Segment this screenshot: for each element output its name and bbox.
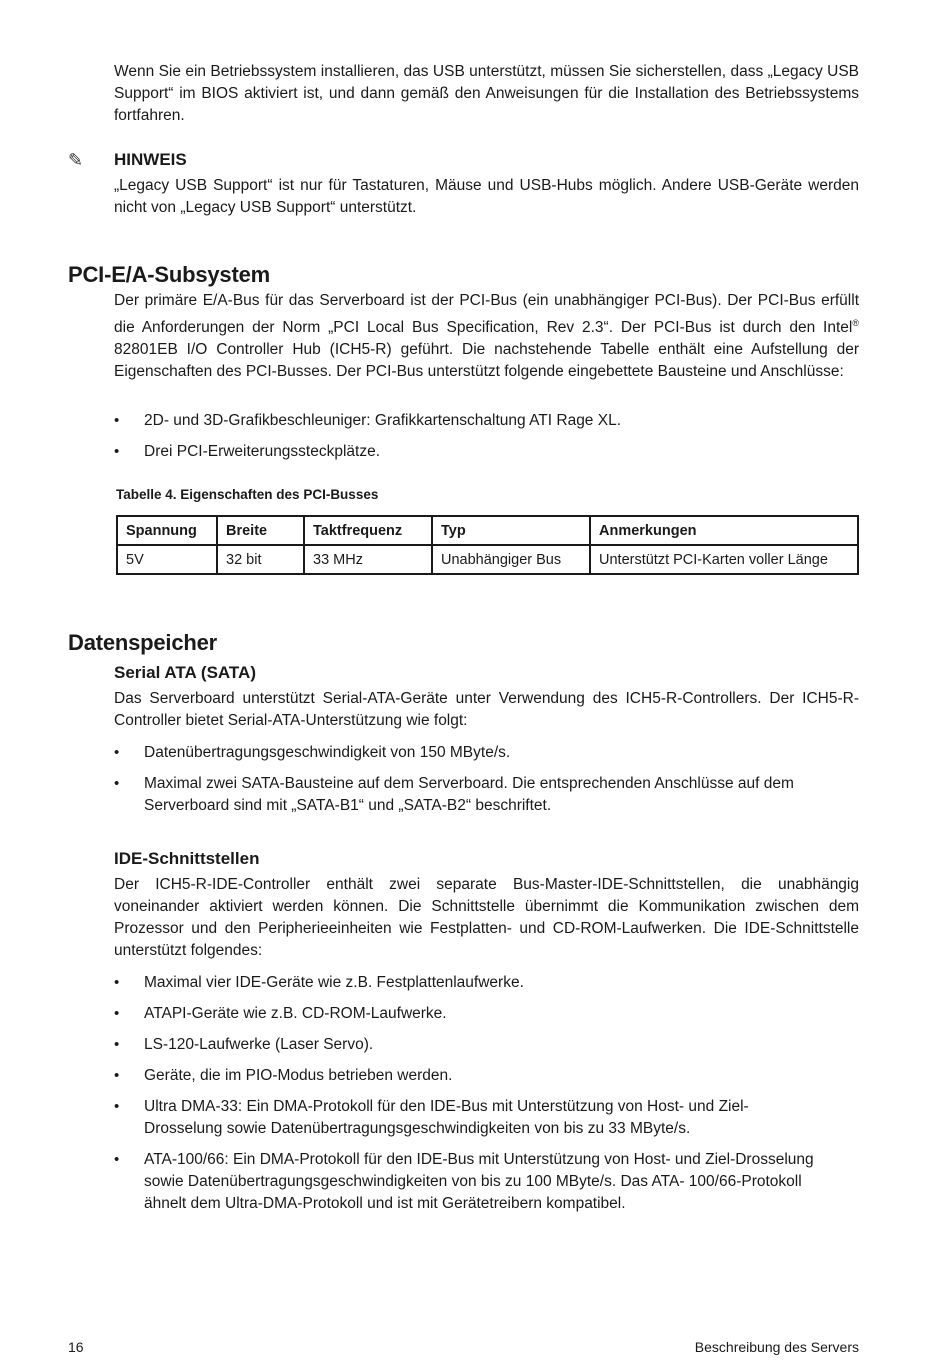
pci-properties-table	[116, 515, 859, 575]
list-item: • ATAPI-Geräte wie z.B. CD-ROM-Laufwerke.	[114, 1003, 814, 1025]
table-header-cell: Typ	[432, 516, 590, 545]
table-header-cell: Anmerkungen	[590, 516, 858, 545]
pci-section-heading: PCI-E/A-Subsystem	[68, 262, 270, 287]
table-header-cell: Spannung	[117, 516, 217, 545]
list-item: • Drei PCI-Erweiterungssteckplätze.	[114, 441, 814, 463]
table-cell: 32 bit	[217, 545, 304, 574]
list-item: • Geräte, die im PIO-Modus betrieben werden.	[114, 1065, 814, 1087]
sata-paragraph: Das Serverboard unterstützt Serial-ATA-Geräte unter Verwendung des ICH5-R-Controllers. Der ICH5-R-Controller bietet Serial-ATA-Unterstützung wie folgt:	[114, 690, 859, 729]
table-header-cell: Taktfrequenz	[304, 516, 432, 545]
pci-paragraph	[114, 290, 859, 383]
table-header-cell: Breite	[217, 516, 304, 545]
pci-paragraph-part2: 82801EB I/O Controller Hub (ICH5-R) geführt. Die nachstehende Tabelle enthält eine Aufstellung der Eigenschaften des PCI-Busses. Der PCI-Bus unterstützt folgende eingebettete Bausteine und Anschlüsse:	[114, 341, 859, 381]
bullet-icon: •	[114, 775, 120, 792]
list-item: • LS-120-Laufwerke (Laser Servo).	[114, 1034, 814, 1056]
bullet-icon: •	[114, 412, 120, 429]
registered-mark: ®	[852, 318, 859, 328]
list-item: • Datenübertragungsgeschwindigkeit von 150 MByte/s.	[114, 742, 814, 764]
ide-paragraph: Der ICH5-R-IDE-Controller enthält zwei separate Bus-Master-IDE-Schnittstellen, die unabhängig voneinander aktiviert werden können. Die Schnittstelle übernimmt die Kommunikation zwischen dem Prozessor und den Peripherieeinheiten wie Festplatten- und CD-ROM-Laufwerken. Die IDE-Schnittstelle unterstützt folgendes:	[114, 876, 859, 959]
pencil-icon: ✎	[68, 150, 84, 170]
ide-bullet-list	[114, 972, 814, 1224]
footer-section-title: Beschreibung des Servers	[694, 1339, 859, 1355]
note-text: „Legacy USB Support“ ist nur für Tastaturen, Mäuse und USB-Hubs möglich. Andere USB-Geräte werden nicht von „Legacy USB Support“ unterstützt.	[114, 177, 859, 216]
ide-heading: IDE-Schnittstellen	[114, 849, 260, 868]
note-title: HINWEIS	[114, 150, 187, 169]
bullet-icon: •	[114, 744, 120, 761]
table-cell: 33 MHz	[304, 545, 432, 574]
bullet-icon: •	[114, 1151, 120, 1168]
page-number: 16	[68, 1339, 84, 1355]
list-item: • ATA-100/66: Ein DMA-Protokoll für den IDE-Bus mit Unterstützung von Host- und Ziel-Drosselung sowie Datenübertragungsgeschwindigkeiten von bis zu 100 MByte/s. Das ATA- 100/66-Protokoll ähnelt dem Ultra-DMA-Protokoll und ist mit Gerätetreibern kompatibel.	[114, 1151, 814, 1212]
table-cell: 5V	[117, 545, 217, 574]
sata-bullet-list	[114, 742, 814, 826]
list-item: • Maximal zwei SATA-Bausteine auf dem Serverboard. Die entsprechenden Anschlüsse auf dem Serverboard sind mit „SATA-B1“ und „SATA-B2“ beschriftet.	[114, 775, 794, 814]
table-cell: Unabhängiger Bus	[432, 545, 590, 574]
bullet-icon: •	[114, 1036, 120, 1053]
table-header-row	[117, 516, 858, 545]
pci-bullet-list	[114, 410, 814, 472]
bullet-icon: •	[114, 443, 120, 460]
table-caption: Tabelle 4. Eigenschaften des PCI-Busses	[116, 487, 379, 502]
list-item: • Maximal vier IDE-Geräte wie z.B. Festplattenlaufwerke.	[114, 972, 814, 994]
list-item: • Ultra DMA-33: Ein DMA-Protokoll für den IDE-Bus mit Unterstützung von Host- und Ziel-Drosselung sowie Datenübertragungsgeschwindigkeiten von bis zu 33 MByte/s.	[114, 1098, 749, 1137]
bullet-icon: •	[114, 1098, 120, 1115]
bullet-icon: •	[114, 1067, 120, 1084]
list-item: • 2D- und 3D-Grafikbeschleuniger: Grafikkartenschaltung ATI Rage XL.	[114, 410, 814, 432]
table-cell: Unterstützt PCI-Karten voller Länge	[590, 545, 858, 574]
bullet-icon: •	[114, 1005, 120, 1022]
table-row	[117, 545, 858, 574]
bullet-icon: •	[114, 974, 120, 991]
pci-paragraph-part1: Der primäre E/A-Bus für das Serverboard ist der PCI-Bus (ein unabhängiger PCI-Bus). Der PCI-Bus erfüllt die Anforderungen der Norm „PCI Local Bus Specification, Rev 2.3“. Der PCI-Bus ist durch den Intel	[114, 292, 859, 337]
storage-section-heading: Datenspeicher	[68, 630, 218, 655]
sata-heading: Serial ATA (SATA)	[114, 663, 256, 682]
intro-paragraph: Wenn Sie ein Betriebssystem installieren, das USB unterstützt, müssen Sie sicherstellen, dass „Legacy USB Support“ im BIOS aktiviert ist, und dann gemäß den Anweisungen für die Installation des Betriebssystems fortfahren.	[114, 63, 859, 124]
